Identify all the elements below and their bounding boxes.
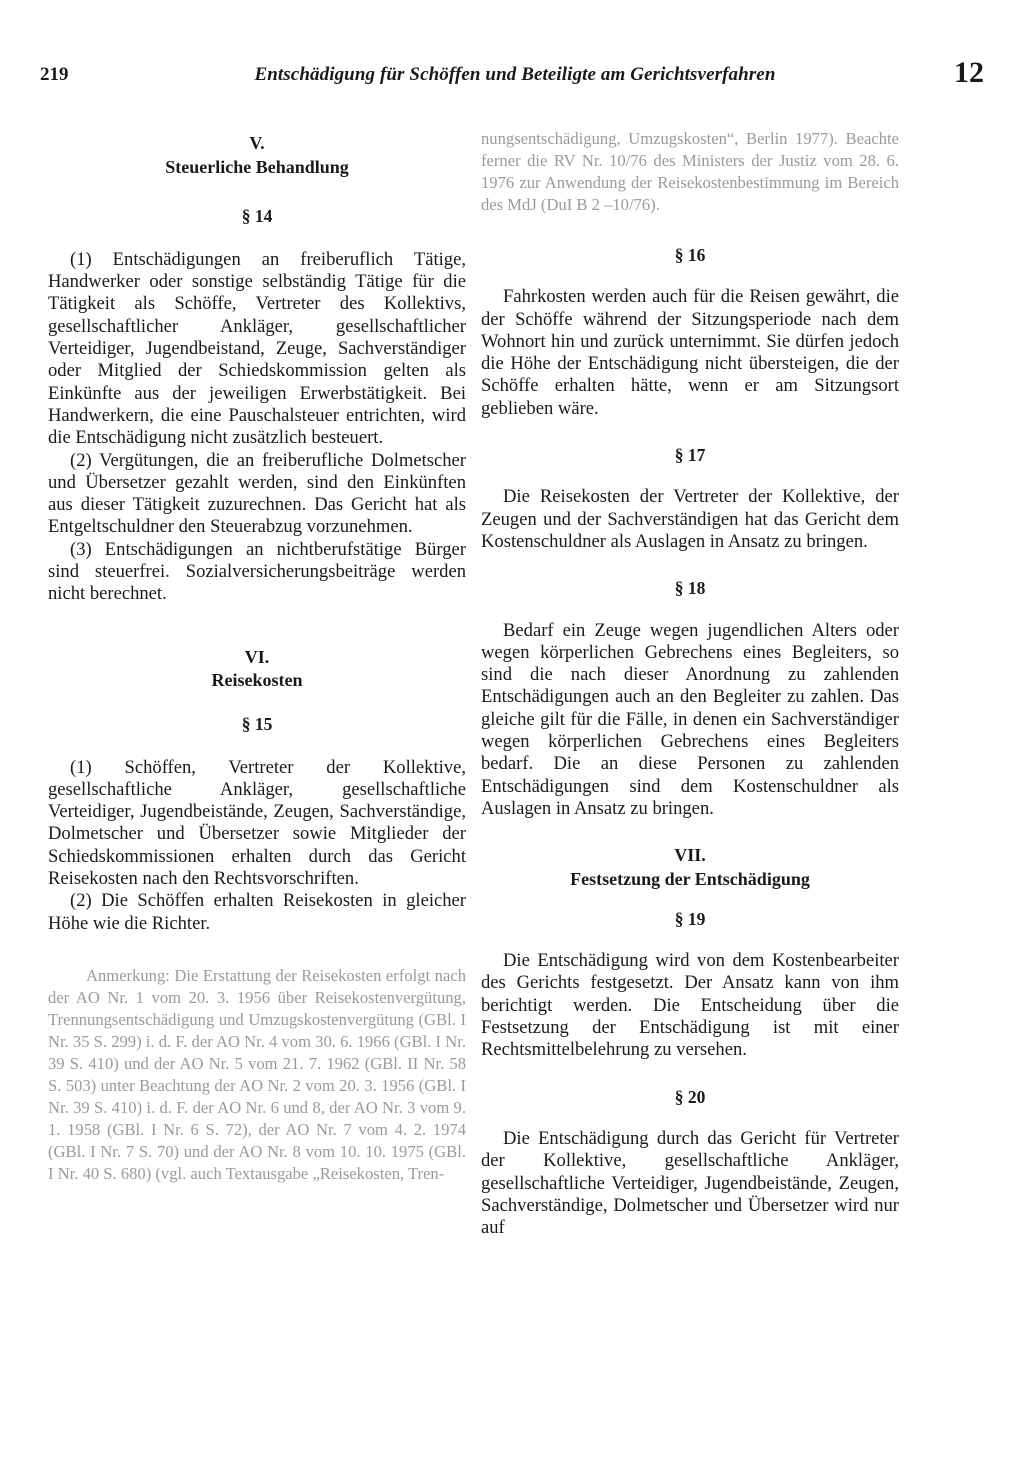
paragraph-14-1: (1) Entschädigungen an freiberuflich Tätige, Handwerker oder sonstige selbständig Tätige für die Tätigkeit als Schöffe, Vertreter des Kollektivs, gesellschaftlicher Ankläger, gesellschaftlicher Verteidiger, Jugendbeistand, Zeuge, Sachverständiger oder Mitglied der Schiedskommission gelten als Einkünfte aus der jeweiligen Erwerbstätigkeit. Bei Handwerkern, die eine Pauschalsteuer entrichten, wird die Entschädigung nicht zusätzlich besteuert. xyxy=(48,248,466,449)
paragraph-14-2: (2) Vergütungen, die an freiberufliche Dolmetscher und Übersetzer gezahlt werden, sind den Einkünften aus dieser Tätigkeit zuzurechnen. Das Gericht hat als Entgeltschuldner den Steuerabzug vorzunehmen. xyxy=(48,449,466,538)
paragraph-15-heading: § 15 xyxy=(241,714,273,735)
section-v-title: Steuerliche Behandlung xyxy=(165,157,349,178)
paragraph-14-heading: § 14 xyxy=(241,205,273,226)
section-vi-title: Reisekosten xyxy=(211,669,303,690)
section-v-roman: V. xyxy=(249,133,265,153)
running-title: Entschädigung für Schöffen und Beteiligte am Gerichtsverfahren xyxy=(254,64,776,85)
paragraph-20: Die Entschädigung durch das Gericht für Vertreter der Kollektive, gesellschaftliche Ankläger, gesellschaftliche Verteidiger, Jugendbeistände, Zeugen, Sachverständige, Dolmetscher und Übersetzer wird nur auf xyxy=(481,1127,899,1239)
section-vii-roman: VII. xyxy=(674,845,706,866)
paragraph-15-1: (1) Schöffen, Vertreter der Kollektive, gesellschaftliche Ankläger, gesellschaftliche Verteidiger, Jugendbeistände, Zeugen, Sachverständige, Dolmetscher und Übersetzer sowie Mitglieder der Schiedskommissionen erhalten durch das Gericht Reisekosten nach den Rechtsvorschriften. xyxy=(48,756,466,890)
paragraph-19: Die Entschädigung wird von dem Kostenbearbeiter des Gerichts festgesetzt. Der Ansatz kann von ihm berichtigt werden. Die Entscheidung über die Festsetzung der Entschädigung ist mit einer Rechtsmittelbelehrung zu versehen. xyxy=(481,950,899,1061)
paragraph-18: Bedarf ein Zeuge wegen jugendlichen Alters oder wegen körperlichen Gebrechens eines Begleiters, so sind die nach dieser Anordnung zu zahlenden Entschädigungen auch an den Begleiter zu zahlen. Das gleiche gilt für die Fälle, in denen ein Sachverständiger wegen körperlichen Gebrechens eines Begleiters bedarf. Die an diese Personen zu zahlenden Entschädigungen sind dem Kostenschuldner als Auslagen in Ansatz zu bringen. xyxy=(481,619,899,819)
page-header xyxy=(40,56,990,102)
section-vi-roman: VI. xyxy=(244,646,270,667)
paragraph-19-heading: § 19 xyxy=(674,908,706,929)
right-column xyxy=(481,128,899,1239)
annotation-note: Anmerkung: Die Erstattung der Reisekosten erfolgt nach der AO Nr. 1 vom 20. 3. 1956 über Reisekostenvergütung, Trennungsentschädigung und Umzugskostenvergütung (GBl. I Nr. 35 S. 299) i. d. F. der AO Nr. 4 vom 30. 6. 1966 (GBl. I Nr. 39 S. 410) und der AO Nr. 5 vom 21. 7. 1962 (GBl. II Nr. 58 S. 503) unter Beachtung der AO Nr. 2 vom 20. 3. 1956 (GBl. I Nr. 39 S. 410) i. d. F. der AO Nr. 6 und 8, der AO Nr. 3 vom 9. 1. 1958 (GBl. I Nr. 6 S. 72), der AO Nr. 7 vom 4. 2. 1974 (GBl. I Nr. 7 S. 70) und der AO Nr. 8 vom 10. 10. 1975 (GBl. I Nr. 40 S. 680) (vgl. auch Textausgabe „Reisekosten, Tren- xyxy=(48,965,466,1183)
chapter-number: 12 xyxy=(954,56,984,89)
paragraph-16: Fahrkosten werden auch für die Reisen gewährt, die der Schöffe während der Sitzungsperiode nach dem Wohnort hin und zurück unternimmt. Sie dürfen jedoch die Höhe der Entschädigung nicht übersteigen, die der Schöffe erhalten hätte, wenn er am Sitzungsort geblieben wäre. xyxy=(481,286,899,419)
paragraph-18-heading: § 18 xyxy=(674,578,706,599)
paragraph-17: Die Reisekosten der Vertreter der Kollektive, der Zeugen und der Sachverständigen hat das Gericht dem Kostenschuldner als Auslagen in Ansatz zu bringen. xyxy=(481,486,899,552)
left-column xyxy=(48,128,466,1185)
page-number: 219 xyxy=(40,64,69,85)
paragraph-14-3: (3) Entschädigungen an nichtberufstätige Bürger sind steuerfrei. Sozialversicherungsbeiträge werden nicht berechnet. xyxy=(48,538,466,605)
paragraph-16-heading: § 16 xyxy=(674,245,706,265)
paragraph-20-heading: § 20 xyxy=(674,1086,706,1107)
paragraph-17-heading: § 17 xyxy=(674,445,706,466)
paragraph-15-2: (2) Die Schöffen erhalten Reisekosten in gleicher Höhe wie die Richter. xyxy=(48,890,466,934)
annotation-note-continued: nungsentschädigung, Umzugskosten“, Berlin 1977). Beachte ferner die RV Nr. 10/76 des Ministers der Justiz vom 28. 6. 1976 zur Anwendung der Reisekostenbestimmung im Bereich des MdJ (DuI B 2 –10/76). xyxy=(481,129,899,214)
section-vii-title: Festsetzung der Entschädigung xyxy=(570,868,810,889)
